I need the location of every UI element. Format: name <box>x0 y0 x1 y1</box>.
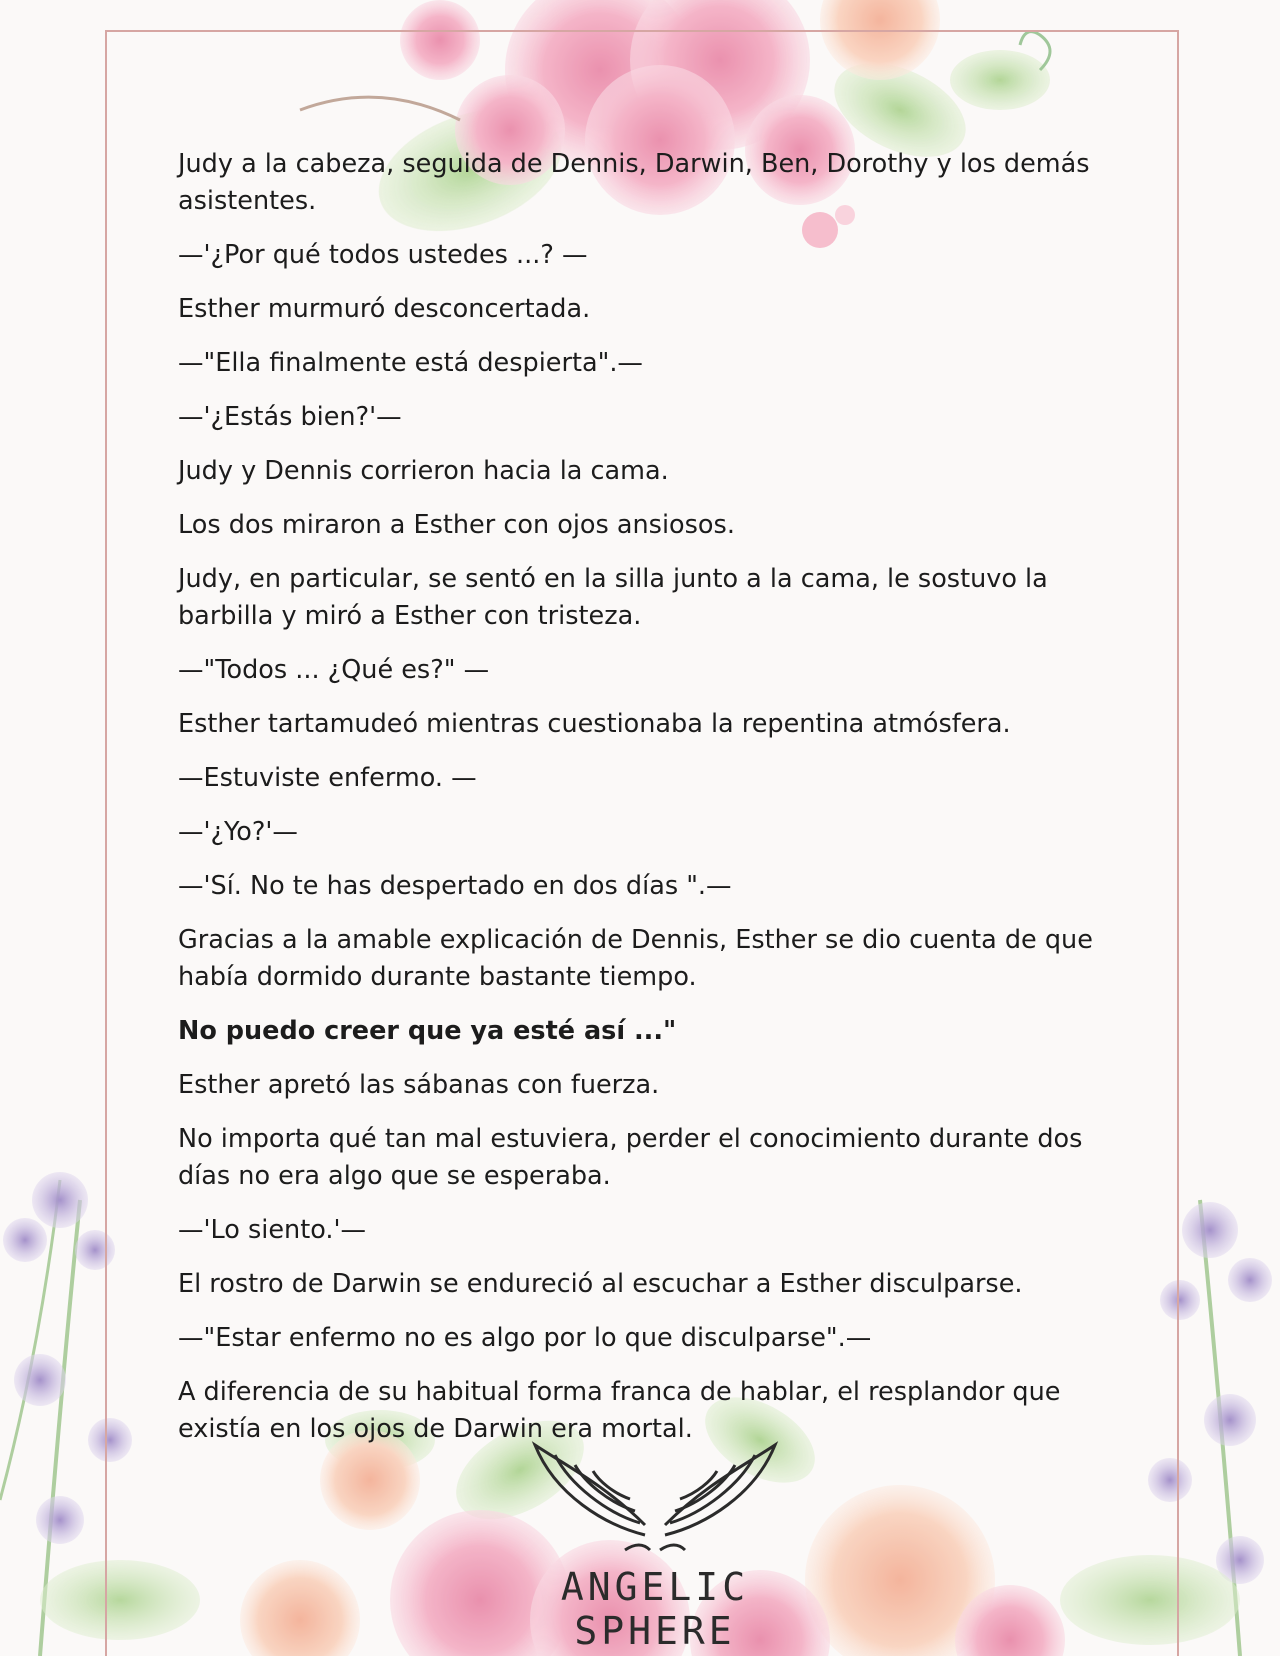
angelic-sphere-logo <box>495 1425 815 1653</box>
paragraph: Esther apretó las sábanas con fuerza. <box>178 1070 660 1100</box>
paragraph: —'Sí. No te has despertado en dos días ".— <box>178 871 732 901</box>
paragraph: —'¿Estás bien?'— <box>178 402 402 432</box>
story-text <box>178 146 1108 1465</box>
paragraph: Los dos miraron a Esther con ojos ansiosos. <box>178 510 735 540</box>
paragraph-bold: No puedo creer que ya esté así ..." <box>178 1016 677 1046</box>
paragraph: —"Estar enfermo no es algo por lo que disculparse".— <box>178 1323 872 1353</box>
paragraph: —'Lo siento.'— <box>178 1215 366 1245</box>
paragraph: —'¿Por qué todos ustedes ...? — <box>178 240 588 270</box>
paragraph: Judy a la cabeza, seguida de Dennis, Darwin, Ben, Dorothy y los demás asistentes. <box>178 149 1090 216</box>
paragraph: El rostro de Darwin se endureció al escuchar a Esther disculparse. <box>178 1269 1023 1299</box>
paragraph: Gracias a la amable explicación de Dennis, Esther se dio cuenta de que había dormido durante bastante tiempo. <box>178 925 1093 992</box>
paragraph: Esther murmuró desconcertada. <box>178 294 591 324</box>
paragraph: —'¿Yo?'— <box>178 817 298 847</box>
logo-text: ANGELIC SPHERE <box>560 1565 750 1653</box>
paragraph: No importa qué tan mal estuviera, perder el conocimiento durante dos días no era algo que se esperaba. <box>178 1124 1083 1191</box>
paragraph: A diferencia de su habitual forma franca de hablar, el resplandor que existía en los ojos de Darwin era mortal. <box>178 1377 1061 1444</box>
paragraph: —"Todos ... ¿Qué es?" — <box>178 655 490 685</box>
paragraph: —Estuviste enfermo. — <box>178 763 477 793</box>
paragraph: Judy y Dennis corrieron hacia la cama. <box>178 456 669 486</box>
paragraph: Judy, en particular, se sentó en la silla junto a la cama, le sostuvo la barbilla y miró a Esther con tristeza. <box>178 564 1048 631</box>
paragraph: —"Ella finalmente está despierta".— <box>178 348 643 378</box>
wings-icon <box>495 1425 815 1565</box>
paragraph: Esther tartamudeó mientras cuestionaba la repentina atmósfera. <box>178 709 1011 739</box>
